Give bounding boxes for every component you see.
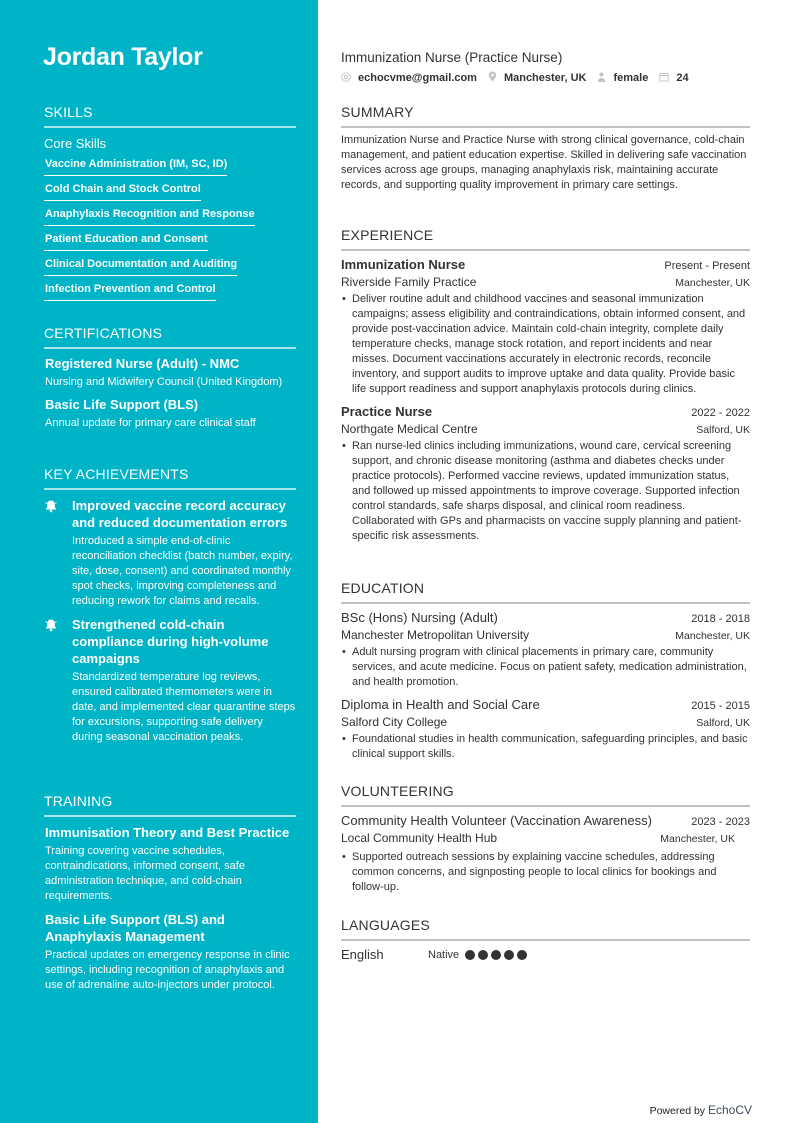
volunteering-bullet: • Supported outreach sessions by explaining vaccine schedules, addressing common concerns, and signposting people to local clinics for bookings and follow-up. [341,850,750,895]
education-heading: EDUCATION [341,580,750,604]
skill-item: Cold Chain and Stock Control [44,178,201,201]
skills-section [44,104,296,303]
experience-org: Northgate Medical Centre [341,422,478,436]
education-item [341,610,750,690]
skills-subheading: Core Skills [44,136,107,151]
job-title: Immunization Nurse (Practice Nurse) [341,50,563,65]
certifications-heading: CERTIFICATIONS [44,325,296,349]
contact-location [488,71,587,85]
person-icon [597,72,606,85]
education-dates: 2018 - 2018 [691,613,750,625]
volunteering-heading: VOLUNTEERING [341,783,750,807]
contact-age [659,72,688,85]
volunteering-location: Manchester, UK [660,833,735,845]
language-level: Native [428,948,460,961]
proficiency-dot [465,950,475,960]
training-section [44,793,296,993]
contact-email[interactable] [341,72,477,85]
experience-location: Manchester, UK [675,277,750,289]
education-degree: Diploma in Health and Social Care [341,697,540,712]
contact-row [341,71,700,85]
calendar-icon [659,72,669,85]
footer-brand-link[interactable]: EchoCV [707,1103,752,1117]
education-degree: BSc (Hons) Nursing (Adult) [341,610,498,625]
education-location: Manchester, UK [675,630,750,642]
skills-heading: SKILLS [44,104,296,128]
proficiency-dot [517,950,527,960]
footer-prefix: Powered by [649,1105,706,1117]
candidate-name: Jordan Taylor [43,43,203,71]
experience-role: Immunization Nurse [341,257,466,272]
education-school: Salford City College [341,715,448,729]
education-item [341,697,750,762]
bullet-text: Adult nursing program with clinical placements in primary care, community services, and acute medicine. Focus on patient safety, medication administration, and health promotion. [352,646,747,688]
proficiency-dots [465,950,530,960]
training-description: Training covering vaccine schedules, contraindications, informed consent, safe administration technique, and cold-chain requirements. [45,845,245,902]
at-icon [341,72,351,85]
education-section [341,580,750,762]
achievements-heading: KEY ACHIEVEMENTS [44,466,296,490]
location-text: Manchester, UK [503,72,587,84]
bullet-text: Deliver routine adult and childhood vaccines and seasonal immunization campaigns; assess eligibility and contraindications, obtain informed consent, and provide post-vaccination advice. Maintain cold-chain integrity, complete daily temperature checks, manage stock rotation, and report incidents and near misses. Document vaccinations accurately in electronic records, reconcile inventory, and support audits to improve uptake and data quality. Provide basic life support readiness and support anaphylaxis protocols during clinics. [352,293,746,395]
achievement-item [44,616,296,745]
experience-bullet: • Deliver routine adult and childhood vaccines and seasonal immunization campaigns; assess eligibility and contraindications, obtain informed consent, and provide post-vaccination advice. Maintain cold-chain integrity, complete daily temperature checks, manage stock rotation, and report incidents and near misses. Document vaccinations accurately in electronic records, reconcile inventory, and support audits to improve uptake and data quality. Provide basic life support readiness and support anaphylaxis protocols during clinics. [341,292,750,397]
languages-heading: LANGUAGES [341,917,750,941]
bullet-text: Supported outreach sessions by explaining vaccine schedules, addressing common concerns, and signposting people to local clinics for bookings and follow-up. [352,851,717,893]
achievement-description: Standardized temperature log reviews, ensured calibrated thermometers were in date, and implemented clear quarantine steps for excursions, supporting safe delivery during seasonal vaccination peaks. [72,671,296,743]
proficiency-dot [491,950,501,960]
experience-section [341,227,750,544]
volunteering-dates: 2023 - 2023 [691,816,750,828]
education-dates: 2015 - 2015 [691,700,750,712]
skill-item: Clinical Documentation and Auditing [44,253,237,276]
language-item [341,947,750,962]
languages-section [341,917,750,962]
volunteering-item [341,813,750,895]
experience-heading: EXPERIENCE [341,227,750,251]
summary-text: Immunization Nurse and Practice Nurse with strong clinical governance, cold-chain management, and patient education expertise. Skilled in delivering safe vaccination services across age groups, managing anaphylaxis risk, maintaining accurate records, and supporting quality improvement in primary care settings. [341,134,747,191]
skill-item: Vaccine Administration (IM, SC, ID) [44,153,227,176]
experience-location: Salford, UK [696,424,750,436]
volunteering-org: Local Community Health Hub [341,831,498,845]
training-item [44,824,296,904]
powered-by-footer [650,1103,752,1117]
main-content [341,0,750,1123]
experience-item [341,257,750,397]
summary-section [341,104,750,193]
experience-org: Riverside Family Practice [341,275,477,289]
education-school: Manchester Metropolitan University [341,628,530,642]
proficiency-dot [478,950,488,960]
volunteering-role: Community Health Volunteer (Vaccination Awareness) [341,813,652,828]
email-text: echocvme@gmail.com [358,72,477,84]
age-text: 24 [676,72,689,84]
experience-dates: 2022 - 2022 [691,407,750,419]
certification-item [44,356,296,390]
proficiency-dot [504,950,514,960]
education-bullet: • Adult nursing program with clinical placements in primary care, community services, and acute medicine. Focus on patient safety, medication administration, and health promotion. [341,645,750,690]
training-item [44,911,296,993]
certification-issuer: Annual update for primary care clinical staff [45,417,256,429]
certifications-section [44,325,296,431]
location-pin-icon [488,71,497,85]
experience-item [341,404,750,544]
bell-icon [44,616,72,745]
bell-icon [44,497,72,609]
achievement-title: Strengthened cold-chain compliance during high-volume campaigns [72,617,269,666]
achievement-description: Introduced a simple end-of-clinic reconciliation checklist (batch number, expiry, site, dose, consent) and coordinated monthly spot checks, improving completeness and reducing rework for claims and recalls. [72,535,293,607]
training-heading: TRAINING [44,793,296,817]
gender-text: female [613,72,649,84]
certification-name: Registered Nurse (Adult) - NMC [45,356,240,371]
certification-item [44,397,296,431]
experience-bullet: • Ran nurse-led clinics including immunizations, wound care, cervical screening support, and chronic disease monitoring (asthma and diabetes checks under practice protocols). Performed vaccine reviews, updated immunization status, and followed up missed appointments to improve coverage. Supported infection control standards, safe sharps disposal, and clinical room readiness. Collaborated with GPs and pharmacists on vaccine supply planning and patient-specific risk assessments. [341,439,750,544]
contact-gender [597,72,648,85]
experience-role: Practice Nurse [341,404,433,419]
certification-issuer: Nursing and Midwifery Council (United Kingdom) [45,376,283,388]
certification-name: Basic Life Support (BLS) [45,397,199,412]
summary-heading: SUMMARY [341,104,750,128]
training-title: Basic Life Support (BLS) and Anaphylaxis Management [45,912,225,944]
skill-item: Infection Prevention and Control [44,278,216,301]
education-location: Salford, UK [696,717,750,729]
skill-item: Anaphylaxis Recognition and Response [44,203,255,226]
training-description: Practical updates on emergency response in clinic settings, including recognition of anaphylaxis and use of adrenaline auto-injectors under protocol. [45,949,290,991]
training-title: Immunisation Theory and Best Practice [45,825,290,840]
volunteering-section [341,783,750,895]
language-name: English [341,947,384,962]
bullet-text: Ran nurse-led clinics including immunizations, wound care, cervical screening support, and chronic disease monitoring (asthma and diabetes checks under practice protocols). Performed vaccine reviews, updated immunization status, and followed up missed appointments to improve coverage. Supported infection control standards, safe sharps disposal, and clinical room readiness. Collaborated with GPs and pharmacists on vaccine supply planning and patient-specific risk assessments. [352,440,742,542]
achievement-title: Improved vaccine record accuracy and reduced documentation errors [72,498,288,530]
achievement-item [44,497,296,609]
skill-item: Patient Education and Consent [44,228,208,251]
achievements-section [44,466,296,745]
experience-dates: Present - Present [664,260,750,272]
bullet-text: Foundational studies in health communication, safeguarding principles, and basic clinical support skills. [352,733,748,760]
education-bullet: • Foundational studies in health communication, safeguarding principles, and basic clinical support skills. [341,732,750,762]
